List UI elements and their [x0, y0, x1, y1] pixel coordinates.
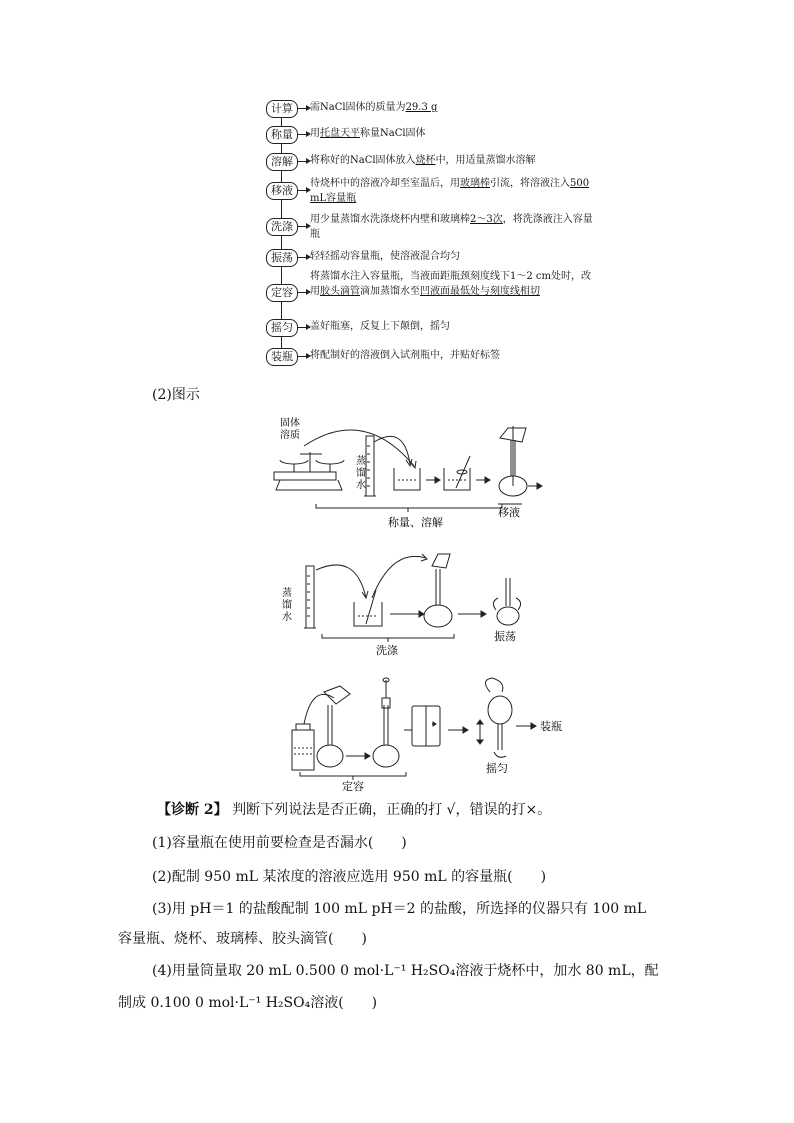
water-label: 蒸 — [282, 588, 292, 599]
cylinder-icon — [306, 566, 314, 628]
section-title: (2)图示 — [152, 387, 200, 403]
arrow-icon — [298, 356, 308, 357]
question-4-line1: (4)用量筒量取 20 mL 0.500 0 mol·L⁻¹ H₂SO₄溶液于烧杯中，加水 80 mL，配 — [152, 963, 659, 979]
balance-icon — [274, 472, 336, 480]
step-desc: 将蒸馏水注入容量瓶，当液面距瓶颈刻度线下1～2 cm处时，改用胶头滴管滴加蒸馏水至凹液面最低处与刻度线相切 — [310, 271, 591, 297]
wash-shake-figure — [282, 548, 532, 660]
arrow-icon — [298, 257, 308, 258]
step-desc: 用托盘天平称量NaCl固体 — [310, 128, 426, 139]
step-label: 振荡 — [266, 249, 298, 267]
constant-volume-label: 定容 — [342, 780, 364, 793]
reagent-bottle-icon — [292, 730, 314, 770]
water-label: 水 — [282, 612, 292, 623]
step-desc: 需NaCl固体的质量为29.3 g — [310, 102, 438, 113]
flask-icon — [497, 607, 519, 625]
question-3-line1: (3)用 pH＝1 的盐酸配制 100 mL pH＝2 的盐酸，所选择的仪器只有 100 mL — [152, 901, 647, 917]
question-1: (1)容量瓶在使用前要检查是否漏水( ) — [152, 835, 407, 851]
diagnosis-header — [157, 800, 647, 820]
water-label: 馏 — [282, 600, 292, 611]
weigh-dissolve-transfer-figure — [270, 416, 560, 531]
mix-label: 摇匀 — [486, 762, 508, 775]
weigh-dissolve-label: 称量、溶解 — [388, 516, 443, 529]
flask-icon — [317, 745, 343, 767]
flask-icon — [488, 696, 512, 724]
step-label: 摇匀 — [266, 319, 298, 337]
flask-icon — [373, 745, 399, 767]
arrow-icon — [298, 190, 308, 191]
beaker-icon — [354, 602, 382, 626]
solid-label: 固体 — [280, 418, 300, 429]
question-4-line2: 制成 0.100 0 mol·L⁻¹ H₂SO₄溶液( ) — [118, 995, 378, 1011]
step-desc: 盖好瓶塞，反复上下颠倒，摇匀 — [310, 321, 450, 332]
beaker-icon — [394, 468, 420, 490]
step-label: 移液 — [266, 182, 298, 200]
step-desc: 用少量蒸馏水洗涤烧杯内壁和玻璃棒2～3次，将洗涤液注入容量瓶 — [310, 214, 593, 240]
arrow-icon — [298, 134, 308, 135]
wash-label: 洗涤 — [376, 644, 398, 657]
step-desc: 待烧杯中的溶液冷却至室温后，用玻璃棒引流，将溶液注入500 mL容量瓶 — [310, 178, 590, 204]
transfer-label: 移液 — [498, 506, 520, 519]
question-3-line2: 容量瓶、烧杯、玻璃棒、胶头滴管( ) — [118, 931, 367, 947]
diagnosis-intro: 判断下列说法是否正确，正确的打 √，错误的打×。 — [232, 802, 552, 818]
water-label: 蒸 — [356, 456, 366, 467]
water-label: 水 — [356, 480, 366, 491]
water-label: 馏 — [356, 468, 366, 479]
step-label: 洗涤 — [266, 218, 298, 236]
arrow-icon — [298, 161, 308, 162]
volume-mix-bottle-figure — [286, 672, 576, 793]
cylinder-icon — [366, 436, 374, 496]
step-label: 称量 — [266, 126, 298, 144]
step-label: 装瓶 — [266, 348, 298, 366]
arrow-icon — [298, 108, 308, 109]
step-desc: 将称好的NaCl固体放入烧杯中，用适量蒸馏水溶解 — [310, 155, 536, 166]
solid-label-2: 溶质 — [280, 430, 300, 441]
procedure-flowchart — [262, 96, 602, 378]
bottle-label: 装瓶 — [540, 720, 562, 733]
step-label: 计算 — [266, 100, 298, 118]
step-desc: 将配制好的溶液倒入试剂瓶中，并贴好标签 — [310, 350, 500, 361]
step-label: 溶解 — [266, 153, 298, 171]
arrow-icon — [298, 327, 308, 328]
step-label: 定容 — [266, 284, 298, 302]
step-desc: 轻轻摇动容量瓶，使溶液混合均匀 — [310, 251, 460, 262]
shake-label: 振荡 — [494, 630, 516, 643]
question-2: (2)配制 950 mL 某浓度的溶液应选用 950 mL 的容量瓶( ) — [152, 869, 547, 885]
arrow-icon — [298, 226, 308, 227]
arrow-icon — [298, 292, 308, 293]
flask-icon — [424, 605, 452, 627]
diagnosis-tag: 【诊断 2】 — [157, 802, 228, 818]
